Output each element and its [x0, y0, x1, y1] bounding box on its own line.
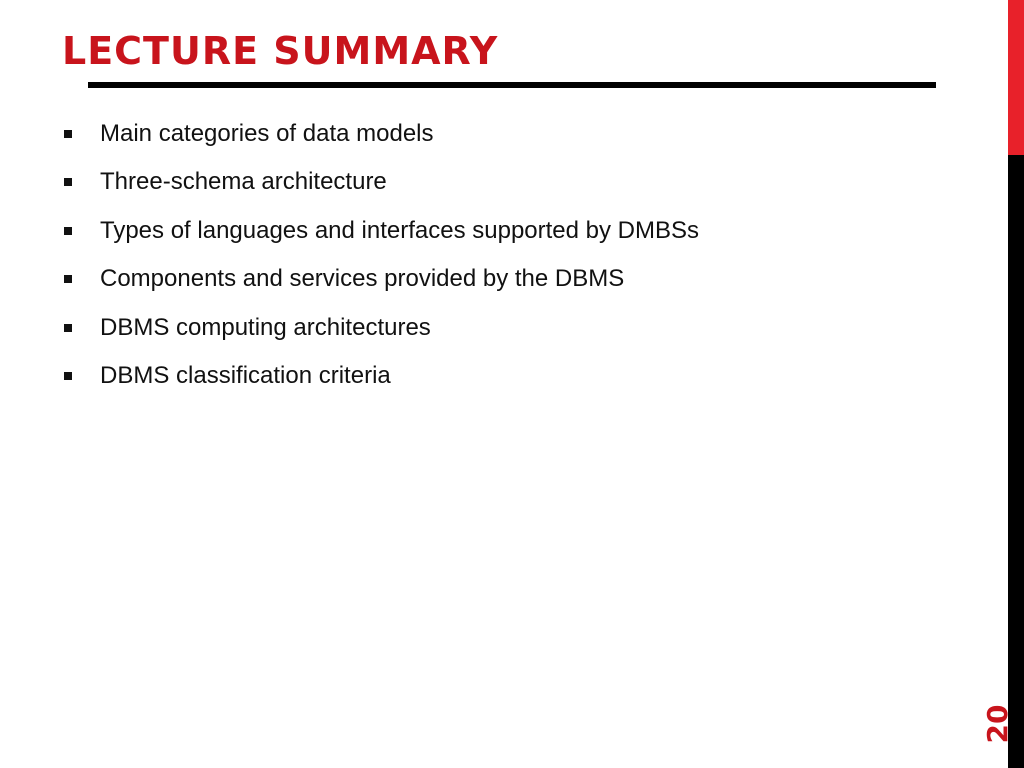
bullet-item [62, 116, 699, 164]
bullet-text: Main categories of data models [100, 120, 434, 147]
square-bullet-icon [64, 275, 72, 283]
side-bar-accent-segment [1008, 0, 1024, 155]
bullet-text: DBMS classification criteria [100, 361, 391, 389]
title-underline-rule [88, 82, 936, 88]
square-bullet-icon [64, 227, 72, 235]
bullet-list [62, 116, 699, 406]
bullet-text: Three-schema architecture [100, 168, 387, 196]
square-bullet-icon [64, 178, 72, 186]
page-number: 20 [981, 704, 1014, 744]
bullet-text: Types of languages and interfaces supported by DMBSs [100, 216, 700, 244]
square-bullet-icon [64, 372, 72, 380]
bullet-item [62, 261, 699, 309]
square-bullet-icon [64, 324, 72, 332]
bullet-item [62, 310, 699, 358]
square-bullet-icon [64, 130, 72, 138]
bullet-text: DBMS computing architectures [100, 313, 431, 341]
slide-title: LECTURE SUMMARY [62, 29, 499, 73]
side-decoration-bar [1008, 0, 1024, 768]
bullet-text: Components and services provided by the DBMS [100, 265, 625, 293]
bullet-item [62, 213, 699, 261]
side-bar-dark-segment [1008, 155, 1024, 768]
bullet-item [62, 358, 699, 406]
bullet-item [62, 164, 699, 212]
